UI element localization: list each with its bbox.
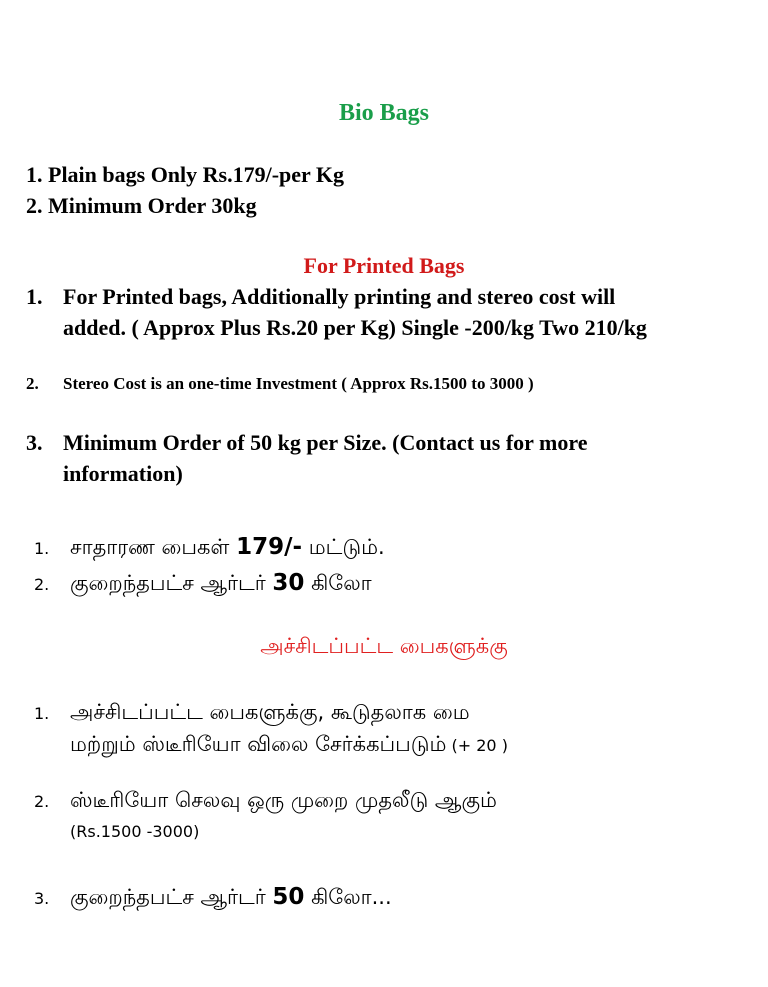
ta-plain-item-2-suffix: கிலோ xyxy=(304,571,372,595)
ta-plain-item-2-quantity: 30 xyxy=(272,570,305,596)
ta-printed-item-3-suffix: கிலோ... xyxy=(304,885,392,909)
ta-plain-item-1-suffix: மட்டும். xyxy=(302,535,385,559)
ta-printed-item-3-quantity: 50 xyxy=(272,884,305,910)
ta-printed-item-1-note: (+ 20 ) xyxy=(451,736,508,755)
printed-item-2-line-1: Stereo Cost is an one-time Investment ( Approx Rs.1500 to 3000 ) xyxy=(63,374,534,393)
minimum-order-line: 2. Minimum Order 30kg xyxy=(26,193,257,218)
ta-plain-item-1-number: 1. xyxy=(34,539,50,558)
printed-item-3-line-1: Minimum Order of 50 kg per Size. (Contact us for more xyxy=(63,430,588,455)
ta-plain-item-2 xyxy=(34,570,372,598)
ta-printed-item-2-note: (Rs.1500 -3000) xyxy=(70,822,200,841)
ta-printed-item-2-line-1: ஸ்டீரியோ செலவு ஒரு முறை முதலீடு ஆகும் xyxy=(70,788,497,812)
ta-printed-bags-title: அச்சிடப்பட்ட பைகளுக்கு xyxy=(260,634,508,658)
ta-printed-item-1-number: 1. xyxy=(34,704,50,723)
ta-printed-item-3 xyxy=(34,884,392,912)
ta-plain-item-1-text: சாதாரண பைகள் xyxy=(70,535,237,559)
plain-bags-line: 1. Plain bags Only Rs.179/-per Kg xyxy=(26,162,345,187)
ta-printed-item-1-line-1: அச்சிடப்பட்ட பைகளுக்கு, கூடுதலாக மை xyxy=(70,700,470,724)
ta-plain-item-2-text: குறைந்தபட்ச ஆர்டர் xyxy=(70,571,273,595)
ta-plain-item-1 xyxy=(34,534,385,562)
printed-item-1-line-1: For Printed bags, Additionally printing and stereo cost will xyxy=(63,284,616,309)
ta-printed-item-3-number: 3. xyxy=(34,889,50,908)
ta-plain-item-1-price: 179/- xyxy=(236,534,303,560)
printed-item-1-line-2: added. ( Approx Plus Rs.20 per Kg) Single -200/kg Two 210/kg xyxy=(63,315,647,340)
ta-printed-item-2-number: 2. xyxy=(34,792,50,811)
printed-item-3-line-2: information) xyxy=(63,461,183,486)
printed-item-3-number: 3. xyxy=(26,430,43,455)
ta-printed-item-2 xyxy=(34,788,497,815)
ta-printed-item-3-text: குறைந்தபட்ச ஆர்டர் xyxy=(70,885,273,909)
ta-printed-item-1-line-2-row xyxy=(70,732,508,759)
ta-printed-item-1 xyxy=(34,700,470,727)
printed-bags-title: For Printed Bags xyxy=(303,253,465,278)
printed-item-2-number: 2. xyxy=(26,374,39,393)
ta-plain-item-2-number: 2. xyxy=(34,575,50,594)
ta-printed-item-1-line-2: மற்றும் ஸ்டீரியோ விலை சேர்க்கப்படும் xyxy=(70,732,447,756)
page-title: Bio Bags xyxy=(338,100,430,126)
printed-item-1-number: 1. xyxy=(26,284,43,309)
